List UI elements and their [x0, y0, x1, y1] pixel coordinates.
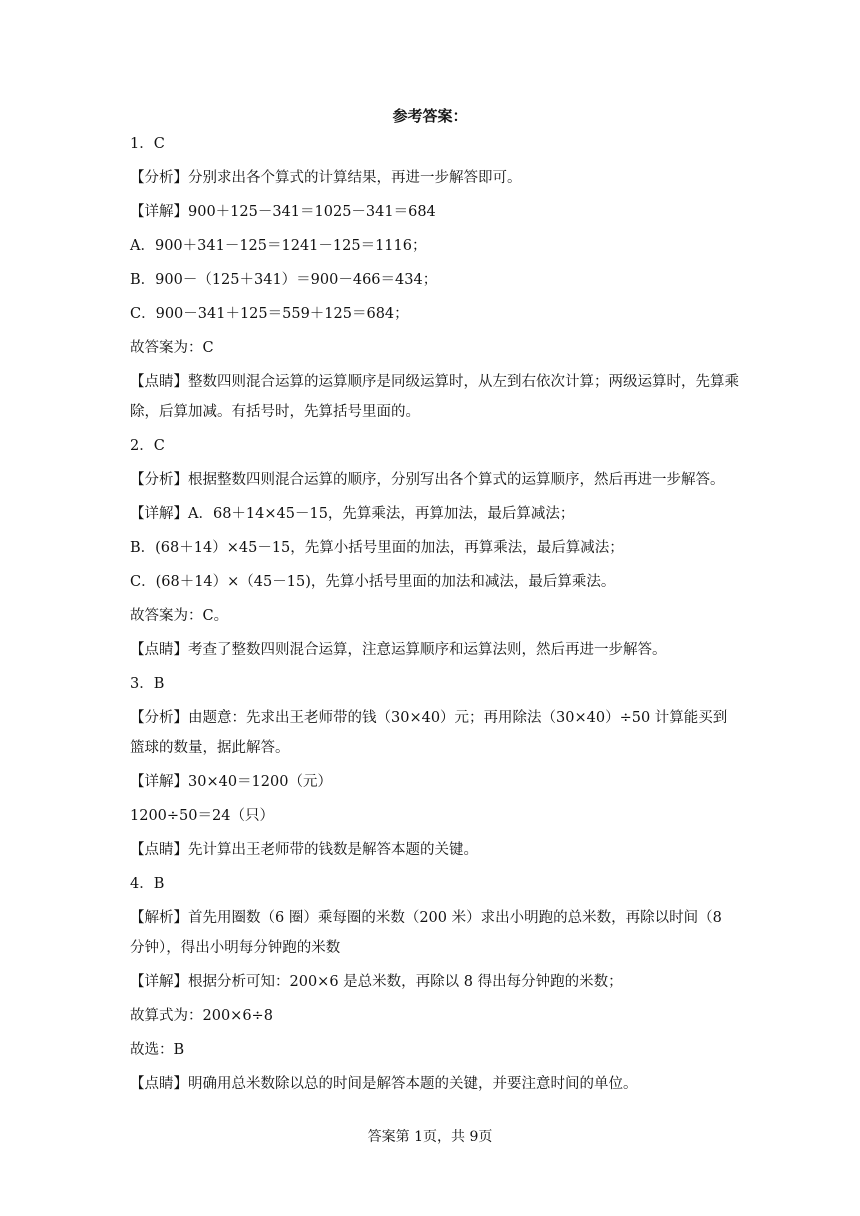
- question-2-option-b: B．(68＋14）×45－15，先算小括号里面的加法，再算乘法，最后算减法；: [130, 540, 624, 556]
- page-title: 参考答案：: [392, 107, 468, 125]
- question-3-analysis: 【分析】由题意：先求出王老师带的钱（30×40）元；再用除法（30×40）÷50 计算能买到篮球的数量，据此解答。: [130, 710, 728, 756]
- question-1-conclusion: 故答案为：C: [130, 340, 214, 356]
- question-2-analysis: 【分析】根据整数四则混合运算的顺序，分别写出各个算式的运算顺序，然后再进一步解答。: [130, 472, 725, 488]
- answer-content: [130, 133, 740, 1107]
- question-1-option-a: A．900＋341－125＝1241－125＝1116；: [130, 238, 427, 254]
- question-1-comment: 【点睛】整数四则混合运算的运算顺序是同级运算时，从左到右依次计算；两级运算时，先算乘除，后算加减。有括号时，先算括号里面的。: [130, 374, 739, 420]
- question-2-conclusion: 故答案为：C。: [130, 608, 229, 624]
- question-1-option-c: C．900－341＋125＝559＋125＝684；: [130, 306, 409, 322]
- page-footer: 答案第 1页，共 9页: [367, 1129, 493, 1145]
- question-2-detail: 【详解】A．68＋14×45－15，先算乘法，再算加法，最后算减法；: [130, 506, 575, 522]
- question-4-answer: 4．B: [130, 876, 165, 892]
- question-4-choice: 故选：B: [130, 1042, 185, 1058]
- question-4-explanation: 【解析】首先用圈数（6 圈）乘每圈的米数（200 米）求出小明跑的总米数，再除以时间（8 分钟），得出小明每分钟跑的米数: [130, 910, 727, 956]
- question-3-answer: 3．B: [130, 676, 165, 692]
- question-2-comment: 【点睛】考查了整数四则混合运算，注意运算顺序和运算法则，然后再进一步解答。: [130, 642, 667, 658]
- question-1-option-b: B．900－（125＋341）＝900－466＝434；: [130, 272, 438, 288]
- question-4-formula: 故算式为：200×6÷8: [130, 1008, 273, 1024]
- question-4-detail: 【详解】根据分析可知：200×6 是总米数，再除以 8 得出每分钟跑的米数；: [130, 974, 623, 990]
- question-3-detail: 【详解】30×40＝1200（元）: [130, 774, 332, 790]
- question-4-comment: 【点睛】明确用总米数除以总的时间是解答本题的关键，并要注意时间的单位。: [130, 1076, 638, 1092]
- question-2-answer: 2．C: [130, 438, 165, 454]
- question-1-detail: 【详解】900＋125－341＝1025－341＝684: [130, 204, 436, 220]
- question-3-calculation: 1200÷50＝24（只）: [130, 808, 274, 824]
- question-3-comment: 【点睛】先计算出王老师带的钱数是解答本题的关键。: [130, 842, 478, 858]
- question-1-answer: 1．C: [130, 136, 165, 152]
- question-2-option-c: C．(68＋14）×（45－15)，先算小括号里面的加法和减法，最后算乘法。: [130, 574, 616, 590]
- question-1-analysis: 【分析】分别求出各个算式的计算结果，再进一步解答即可。: [130, 170, 522, 186]
